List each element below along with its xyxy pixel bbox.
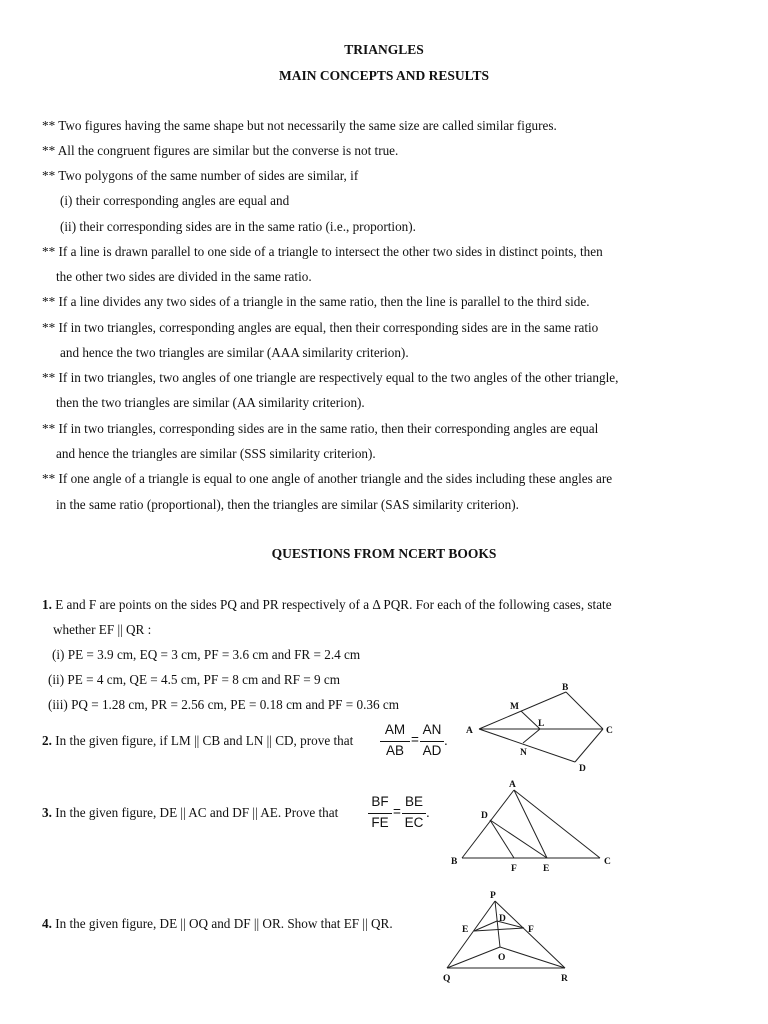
segment (495, 901, 500, 947)
concept-line: ** All the congruent figures are similar but the converse is not true. (42, 143, 399, 158)
label-b: B (451, 857, 458, 867)
numerator: AN (422, 722, 442, 737)
label-q: Q (443, 974, 451, 984)
denominator: EC (404, 815, 424, 830)
segment (500, 947, 565, 968)
page-title: TRIANGLES (344, 42, 424, 57)
label-d: D (579, 764, 586, 774)
label-p: P (490, 891, 496, 901)
concept-line: the other two sides are divided in the same ratio. (56, 269, 312, 284)
concept-line: in the same ratio (proportional), then the triangles are similar (SAS similarity criterion). (56, 497, 519, 512)
label-f: F (511, 864, 517, 874)
label-c: C (604, 857, 611, 867)
concept-line: (i) their corresponding angles are equal and (60, 193, 290, 208)
question-number: 2. (42, 733, 52, 748)
numerator: BE (404, 794, 423, 809)
question-number: 4. (42, 916, 52, 931)
label-o: O (498, 953, 506, 963)
label-d: D (499, 914, 506, 924)
concept-line: and hence the two triangles are similar (AAA similarity criterion). (60, 345, 409, 360)
denominator: AD (422, 743, 442, 758)
question-text: whether EF || QR : (53, 622, 152, 637)
segment (474, 928, 524, 931)
concept-line: ** Two polygons of the same number of sides are similar, if (42, 168, 359, 183)
label-l: L (538, 719, 545, 729)
concept-line: ** If in two triangles, two angles of one triangle are respectively equal to the two angles of the other triangle, (42, 370, 619, 385)
concept-line: ** If in two triangles, corresponding sides are in the same ratio, then their corresponding angles are equal (42, 421, 599, 436)
numerator: BF (371, 794, 389, 809)
concept-line: then the two triangles are similar (AA similarity criterion). (56, 395, 365, 410)
question-text: In the given figure, DE || OQ and DF || OR. Show that EF || QR. (55, 916, 393, 931)
label-c: C (606, 726, 613, 736)
concept-line: and hence the triangles are similar (SSS similarity criterion). (56, 446, 376, 461)
label-a: A (466, 726, 473, 736)
label-e: E (543, 864, 550, 874)
case-line: (i) PE = 3.9 cm, EQ = 3 cm, PF = 3.6 cm and FR = 2.4 cm (52, 647, 361, 662)
concept-line: ** Two figures having the same shape but not necessarily the same size are called similar figures. (42, 118, 557, 133)
denominator: FE (371, 815, 389, 830)
concept-line: (ii) their corresponding sides are in the same ratio (i.e., proportion). (60, 219, 416, 234)
label-m: M (510, 702, 519, 712)
case-line: (iii) PQ = 1.28 cm, PR = 2.56 cm, PE = 0.18 cm and PF = 0.36 cm (48, 697, 400, 712)
concept-line: ** If a line is drawn parallel to one side of a triangle to intersect the other two sides in distinct points, then (42, 244, 603, 259)
segment (447, 901, 495, 968)
questions-heading: QUESTIONS FROM NCERT BOOKS (271, 546, 497, 561)
label-a: A (509, 780, 516, 790)
equals-sign: = (411, 732, 419, 747)
label-e: E (462, 925, 469, 935)
label-r: R (561, 974, 568, 984)
period: . (444, 733, 448, 748)
label-f: F (528, 925, 534, 935)
concept-line: ** If one angle of a triangle is equal to one angle of another triangle and the sides including these angles are (42, 471, 613, 486)
page-subtitle: MAIN CONCEPTS AND RESULTS (279, 68, 489, 83)
denominator: AB (385, 743, 404, 758)
case-line: (ii) PE = 4 cm, QE = 4.5 cm, PF = 8 cm and RF = 9 cm (48, 672, 341, 687)
question-text: E and F are points on the sides PQ and PR respectively of a Δ PQR. For each of the following cases, state (55, 597, 612, 612)
period: . (426, 805, 430, 820)
numerator: AM (384, 722, 406, 737)
question-number: 1. (42, 597, 52, 612)
concept-line: ** If in two triangles, corresponding angles are equal, then their corresponding sides are in the same ratio (42, 320, 599, 335)
label-b: B (562, 683, 569, 693)
question-number: 3. (42, 805, 52, 820)
question-text: In the given figure, if LM || CB and LN || CD, prove that (55, 733, 354, 748)
label-n: N (520, 748, 527, 758)
concept-line: ** If a line divides any two sides of a triangle in the same ratio, then the line is parallel to the third side. (42, 294, 590, 309)
question-text: In the given figure, DE || AC and DF || AE. Prove that (55, 805, 339, 820)
equals-sign: = (393, 804, 401, 819)
label-d: D (481, 811, 488, 821)
